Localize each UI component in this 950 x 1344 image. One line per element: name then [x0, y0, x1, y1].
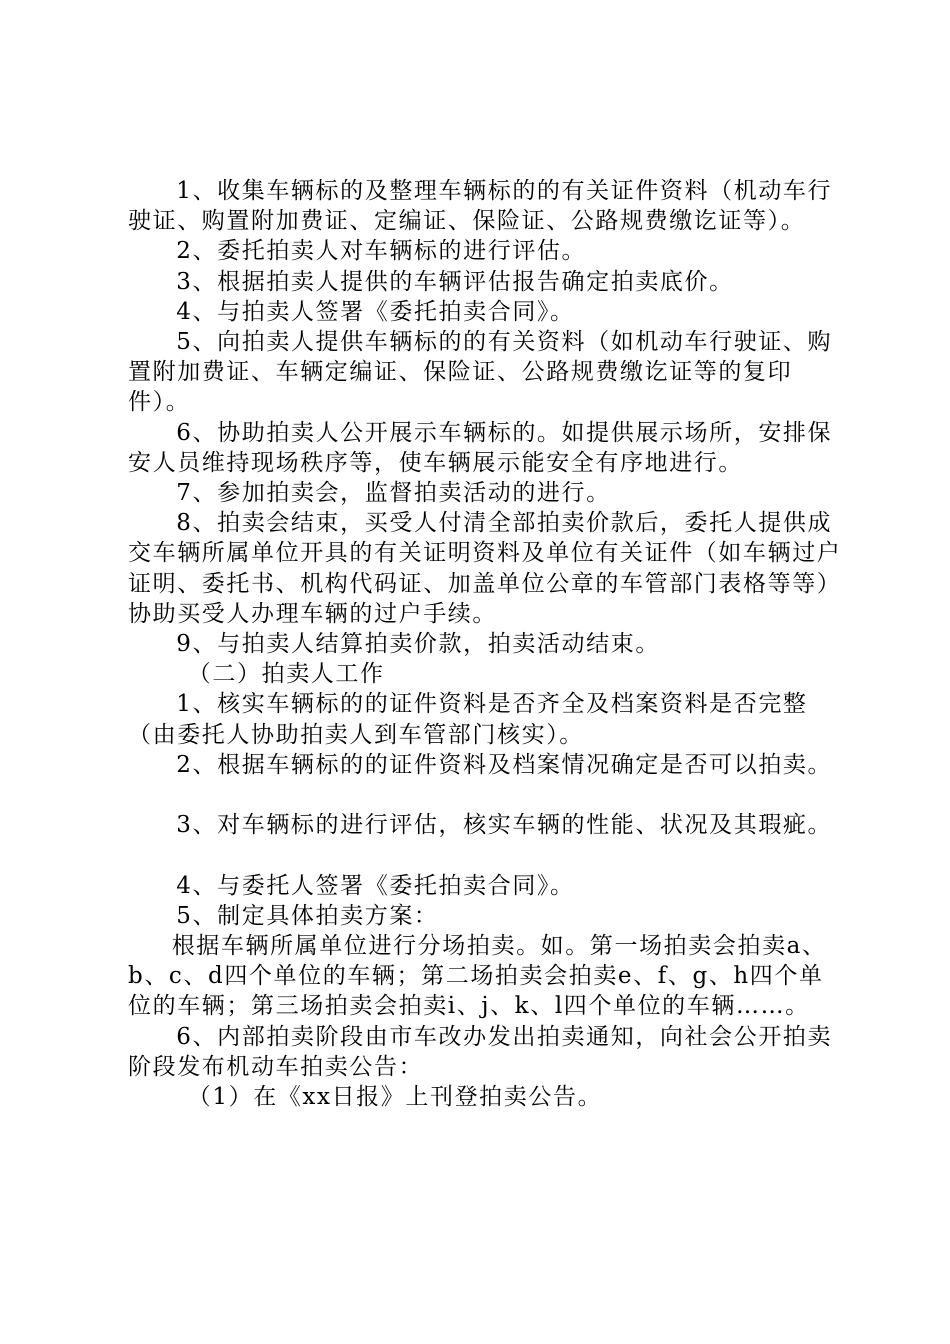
document-body	[128, 176, 848, 1112]
blank-line	[128, 840, 848, 870]
paragraph-7: 7、参加拍卖会，监督拍卖活动的进行。	[176, 480, 611, 507]
section-heading: （二）拍卖人工作	[187, 661, 385, 688]
paragraph-6: 6、协助拍卖人公开展示车辆标的。如提供展示场所，安排保安人员维持现场秩序等，使车辆展示能安全有序地进行。	[128, 419, 833, 476]
paragraph-13: 4、与委托人签署《委托拍卖合同》。	[176, 872, 575, 899]
paragraph-1: 1、收集车辆标的及整理车辆标的的有关证件资料（机动车行驶证、购置附加费证、定编证、保险证、公路规费缴讫证等）。	[128, 178, 833, 235]
paragraph-3: 3、根据拍卖人提供的车辆评估报告确定拍卖底价。	[176, 268, 734, 295]
paragraph-5: 5、向拍卖人提供车辆标的的有关资料（如机动车行驶证、购置附加费证、车辆定编证、保险证、公路规费缴讫证等的复印件）。	[128, 329, 833, 416]
paragraph-12: 3、对车辆标的进行评估，核实车辆的性能、状况及其瑕疵。	[176, 812, 833, 839]
paragraph-9: 9、与拍卖人结算拍卖价款，拍卖活动结束。	[176, 631, 660, 658]
paragraph-2: 2、委托拍卖人对车辆标的进行评估。	[176, 238, 587, 265]
paragraph-17: （1）在《xx日报》上刊登拍卖公告。	[187, 1084, 603, 1111]
paragraph-16: 6、内部拍卖阶段由市车改办发出拍卖通知，向社会公开拍卖阶段发布机动车拍卖公告：	[128, 1023, 833, 1080]
paragraph-14: 5、制定具体拍卖方案：	[176, 902, 439, 929]
paragraph-4: 4、与拍卖人签署《委托拍卖合同》。	[176, 298, 575, 325]
blank-line	[128, 780, 848, 810]
paragraph-15: 根据车辆所属单位进行分场拍卖。如。第一场拍卖会拍卖a、b、c、d四个单位的车辆；第二场拍卖会拍卖e、f、g、h四个单位的车辆；第三场拍卖会拍卖i、j、k、l四个单位的车辆……。	[128, 933, 827, 1020]
paragraph-11: 2、根据车辆标的的证件资料及档案情况确定是否可以拍卖。	[176, 751, 833, 778]
paragraph-8: 8、拍卖会结束，买受人付清全部拍卖价款后，委托人提供成交车辆所属单位开具的有关证明资料及单位有关证件（如车辆过户证明、委托书、机构代码证、加盖单位公章的车管部门表格等等）协助买受人办理车辆的过户手续。	[128, 510, 842, 627]
paragraph-10: 1、核实车辆标的的证件资料是否齐全及档案资料是否完整（由委托人协助拍卖人到车管部门核实）。	[128, 691, 808, 748]
